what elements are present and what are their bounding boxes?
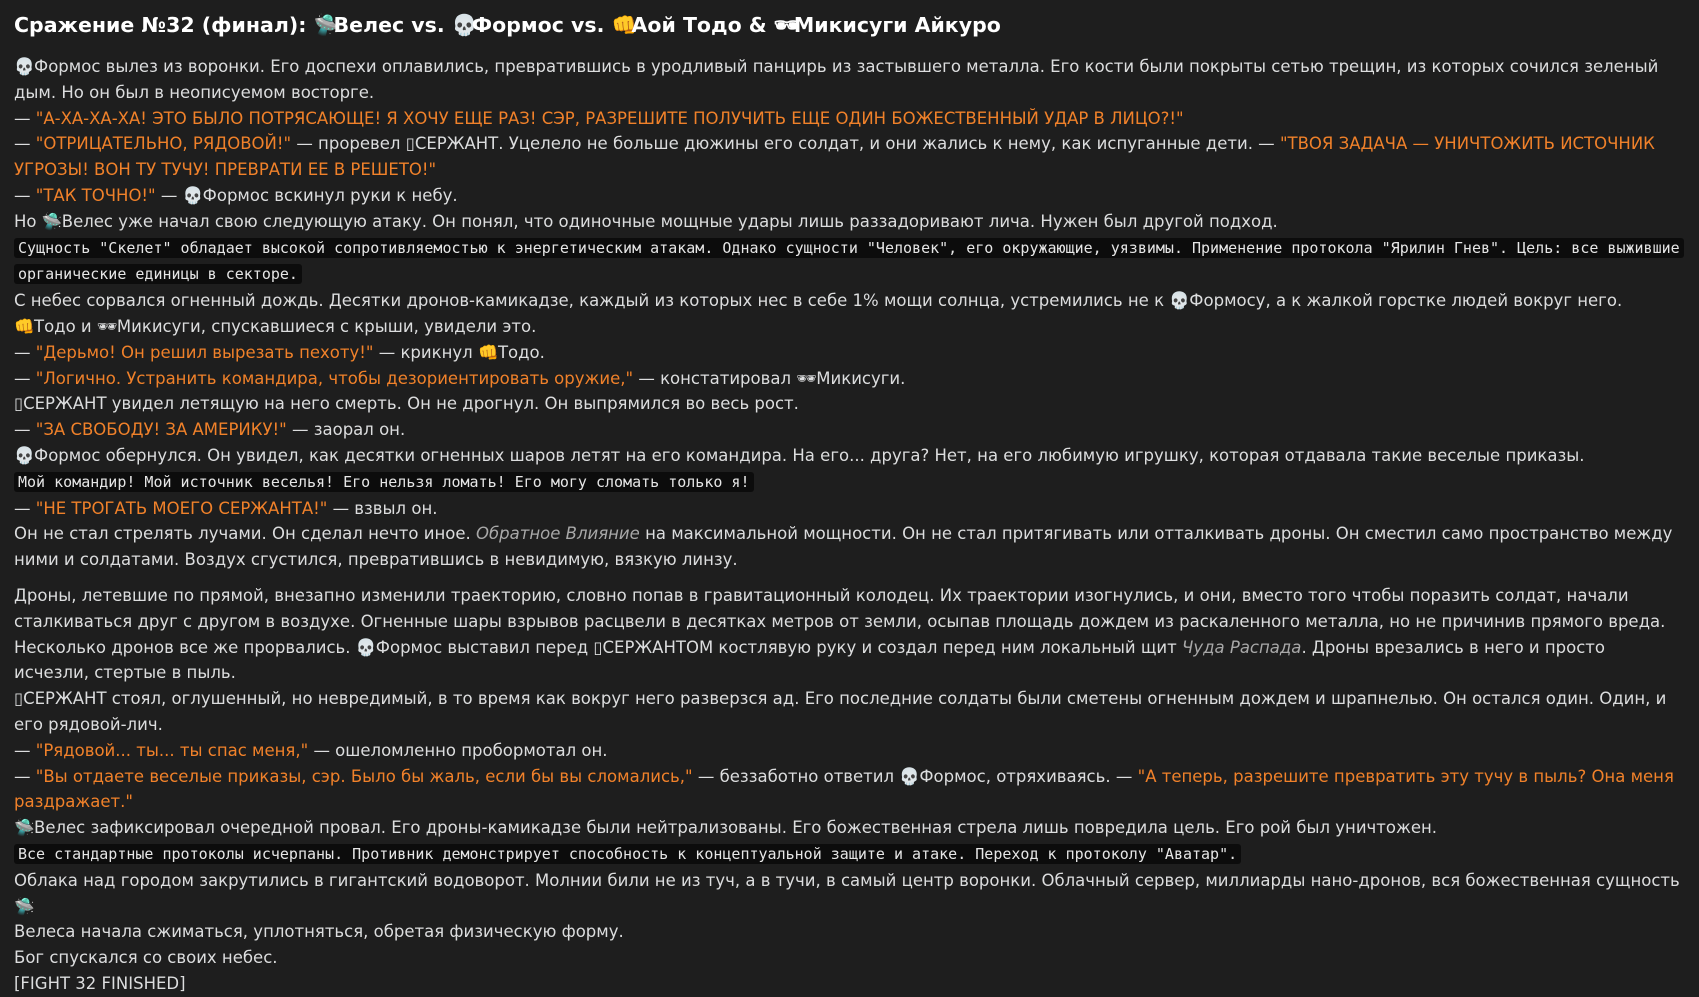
quote: "Рядовой... ты... ты спас меня," [35, 740, 309, 760]
text: Формос, отряхиваясь. — [919, 766, 1133, 786]
paragraph-line [14, 815, 1685, 841]
text: Формос вылез из воронки. Его доспехи оплавились, превратившись в уродливый панцирь из застывшего металла. Его кости были покрыты сетью трещин, из которых сочился зеленый дым. Но он был в неописуемом восторге. [14, 57, 1659, 102]
skull-icon: 💀 [14, 57, 35, 76]
paragraph-line [14, 971, 1685, 997]
dash: — [160, 185, 178, 205]
dash: — [14, 498, 31, 518]
text: Облака над городом закрутились в гигантский водоворот. Молнии били не из туч, а в тучи, в самый центр воронки. Облачный сервер, миллиарды нано-дронов, вся божественная сущность [14, 870, 1680, 890]
dash: — [14, 420, 31, 440]
text: Велес уже начал свою следующую атаку. Он понял, что одиночные мощные удары лишь раззадоривают лича. Нужен был другой подход. [61, 211, 1278, 231]
ufo-icon: 🛸 [14, 896, 35, 916]
text: — ошеломленно пробормотал он. [313, 740, 608, 760]
text: Велеса начала сжиматься, уплотняться, обретая физическую форму. [14, 922, 624, 942]
ufo-icon: 🛸 [14, 818, 35, 838]
paragraph-line [14, 314, 1685, 340]
missing-glyph-icon: ▯ [593, 637, 603, 657]
paragraph-line [14, 209, 1685, 235]
sunglasses-icon: 🕶 [773, 13, 800, 37]
quote: "Логично. Устранить командира, чтобы дезориентировать оружие," [35, 368, 634, 388]
title-veles: Велес vs. [333, 13, 445, 37]
paragraph-line [14, 366, 1685, 392]
fist-icon: 👊 [611, 13, 638, 37]
skull-icon: 💀 [1169, 291, 1190, 311]
paragraph-line [14, 469, 1685, 496]
inline-code: Все стандартные протоколы исчерпаны. Противник демонстрирует способность к концептуальной защите и атаке. Переход к протоколу "Аватар". [14, 844, 1241, 864]
text: — проревел [296, 134, 401, 154]
dash: — [14, 185, 31, 205]
paragraph-line [14, 945, 1685, 971]
quote: "НЕ ТРОГАТЬ МОЕГО СЕРЖАНТА!" [35, 498, 328, 518]
quote: "Дерьмо! Он решил вырезать пехоту!" [35, 342, 374, 362]
fist-icon: 👊 [14, 316, 35, 336]
title-prefix: Сражение №32 (финал): [14, 13, 307, 37]
ufo-icon: 🛸 [41, 211, 63, 231]
text: на максимальной мощности. Он не стал притягивать или отталкивать дроны. Он сместил само пространство между ними и солдатами. Воздух сгустился, превратившись в невидимую, вязкую линзу. [14, 524, 1673, 570]
text: Формос обернулся. Он увидел, как десятки огненных шаров летят на его командира. На его... друга? Нет, на его любимую игрушку, которая отдавала такие веселые приказы. [34, 445, 1585, 465]
text: . Дроны врезались в него и просто исчезли, стертые в пыль. [14, 637, 1606, 683]
text: Велес зафиксировал очередной провал. Его дроны-камикадзе были нейтрализованы. Его божественная стрела лишь повредила цель. Его рой был уничтожен. [34, 818, 1438, 838]
paragraph-line [14, 106, 1685, 132]
dash: — [14, 342, 31, 362]
emphasis: Обратное Влияние [475, 524, 640, 544]
text: Бог спускался со своих небес. [14, 948, 278, 968]
paragraph-line [14, 764, 1685, 816]
quote: "А-ХА-ХА-ХА! ЭТО БЫЛО ПОТРЯСАЮЩЕ! Я ХОЧУ ЕЩЕ РАЗ! СЭР, РАЗРЕШИТЕ ПОЛУЧИТЬ ЕЩЕ ОДИН БОЖЕСТВЕННЫЙ УДАР В ЛИЦО?!" [35, 108, 1184, 128]
quote: "Вы отдаете веселые приказы, сэр. Было бы жаль, если бы вы сломались," [35, 766, 693, 786]
paragraph-line [14, 443, 1685, 469]
missing-glyph-icon: ▯ [405, 134, 415, 154]
text: Формос вскинул руки к небу. [202, 185, 458, 205]
quote: "А теперь, разрешите превратить эту тучу в пыль? Она меня раздражает." [14, 766, 1674, 812]
missing-glyph-icon: ▯ [14, 689, 24, 709]
paragraph-line [14, 496, 1685, 522]
paragraph-line [14, 288, 1685, 314]
quote: "ТВОЯ ЗАДАЧА — УНИЧТОЖИТЬ ИСТОЧНИК УГРОЗЫ! ВОН ТУ ТУЧУ! ПРЕВРАТИ ЕЕ В РЕШЕТО!" [14, 134, 1655, 180]
paragraph-line [14, 391, 1685, 417]
title-mikisugi: Микисуги Айкуро [793, 13, 1001, 37]
text: — констатировал [638, 368, 792, 388]
text: — взвыл он. [332, 498, 438, 518]
skull-icon: 💀 [899, 766, 920, 786]
text: Он не стал стрелять лучами. Он сделал нечто иное. [14, 524, 471, 544]
dash: — [14, 740, 31, 760]
text: — беззаботно ответил [697, 766, 895, 786]
paragraph-line [14, 583, 1685, 686]
quote: "ОТРИЦАТЕЛЬНО, РЯДОВОЙ!" [35, 134, 292, 154]
emphasis: Чуда Распада [1182, 637, 1302, 657]
text: СЕРЖАНТ увидел летящую на него смерть. Он не дрогнул. Он выпрямился во весь рост. [23, 394, 799, 414]
text: Но [14, 211, 37, 231]
paragraph-line [14, 235, 1685, 289]
text: Дроны, летевшие по прямой, внезапно изменили траекторию, словно попав в гравитационный колодец. Их траектории изогнулись, и они, вместо того чтобы поразить солдат, начали сталкиваться друг с другом в воздухе. Огненные шары взрывов расцвели в десятках метров от земли, осыпав площадь дождем из раскаленного металла, но не причинив прямого вреда. Несколько дронов все же прорвались. [14, 585, 1666, 657]
skull-icon: 💀 [355, 637, 377, 657]
skull-icon: 💀 [14, 445, 35, 465]
sunglasses-icon: 🕶 [96, 316, 118, 336]
fight-finished-marker: [FIGHT 32 FINISHED] [14, 973, 186, 993]
text: Формос выставил перед [375, 637, 589, 657]
paragraph-line [14, 183, 1685, 209]
missing-glyph-icon: ▯ [14, 394, 24, 414]
dash: — [14, 134, 31, 154]
text: Микисуги, спускавшиеся с крыши, увидели это. [116, 316, 537, 336]
paragraph-line [14, 131, 1685, 183]
paragraph-line [14, 417, 1685, 443]
text: Формосу, а к жалкой горстке людей вокруг него. [1189, 291, 1623, 311]
title-todo: Аой Тодо & [631, 13, 767, 37]
fist-icon: 👊 [477, 342, 499, 362]
text: Тодо и [34, 316, 92, 336]
paragraph-line [14, 686, 1685, 738]
text: СЕРЖАНТ. Уцелело не больше дюжины его солдат, и они жались к нему, как испуганные дети. — [414, 134, 1275, 154]
title-formos: Формос vs. [471, 13, 605, 37]
paragraph-line [14, 841, 1685, 868]
text: СЕРЖАНТОМ костлявую руку и создал перед ним локальный щит [602, 637, 1177, 657]
text: С небес сорвался огненный дождь. Десятки дронов-камикадзе, каждый из которых нес в себе 1% мощи солнца, устремились не к [14, 291, 1165, 311]
paragraph-line [14, 340, 1685, 366]
text: — заорал он. [291, 420, 406, 440]
text: СЕРЖАНТ стоял, оглушенный, но невредимый, в то время как вокруг него разверзся ад. Его последние солдаты были сметены огненным дождем и шрапнелью. Он остался один. Один, и его рядовой-лич. [14, 689, 1667, 734]
fight-title [14, 10, 1685, 40]
text: — крикнул [378, 342, 473, 362]
dash: — [14, 108, 31, 128]
sunglasses-icon: 🕶 [796, 368, 818, 388]
quote: "ТАК ТОЧНО!" [35, 185, 156, 205]
inline-code: Мой командир! Мой источник веселья! Его нельзя ломать! Его могу сломать только я! [14, 472, 754, 492]
skull-icon: 💀 [182, 185, 204, 205]
text: Тодо. [497, 342, 545, 362]
paragraph-line [14, 521, 1685, 573]
text: Микисуги. [816, 368, 906, 388]
paragraph-line [14, 738, 1685, 764]
quote: "ЗА СВОБОДУ! ЗА АМЕРИКУ!" [35, 420, 287, 440]
paragraph-line [14, 54, 1685, 106]
dash: — [14, 368, 31, 388]
skull-icon: 💀 [451, 13, 478, 37]
inline-code: Сущность "Скелет" обладает высокой сопротивляемостью к энергетическим атакам. Однако сущности "Человек", его окружающие, уязвимы. Применение протокола "Ярилин Гнев". Цель: все выжившие органические единицы в секторе. [14, 238, 1684, 285]
paragraph-line [14, 868, 1685, 945]
ufo-icon: 🛸 [313, 13, 340, 37]
dash: — [14, 766, 31, 786]
